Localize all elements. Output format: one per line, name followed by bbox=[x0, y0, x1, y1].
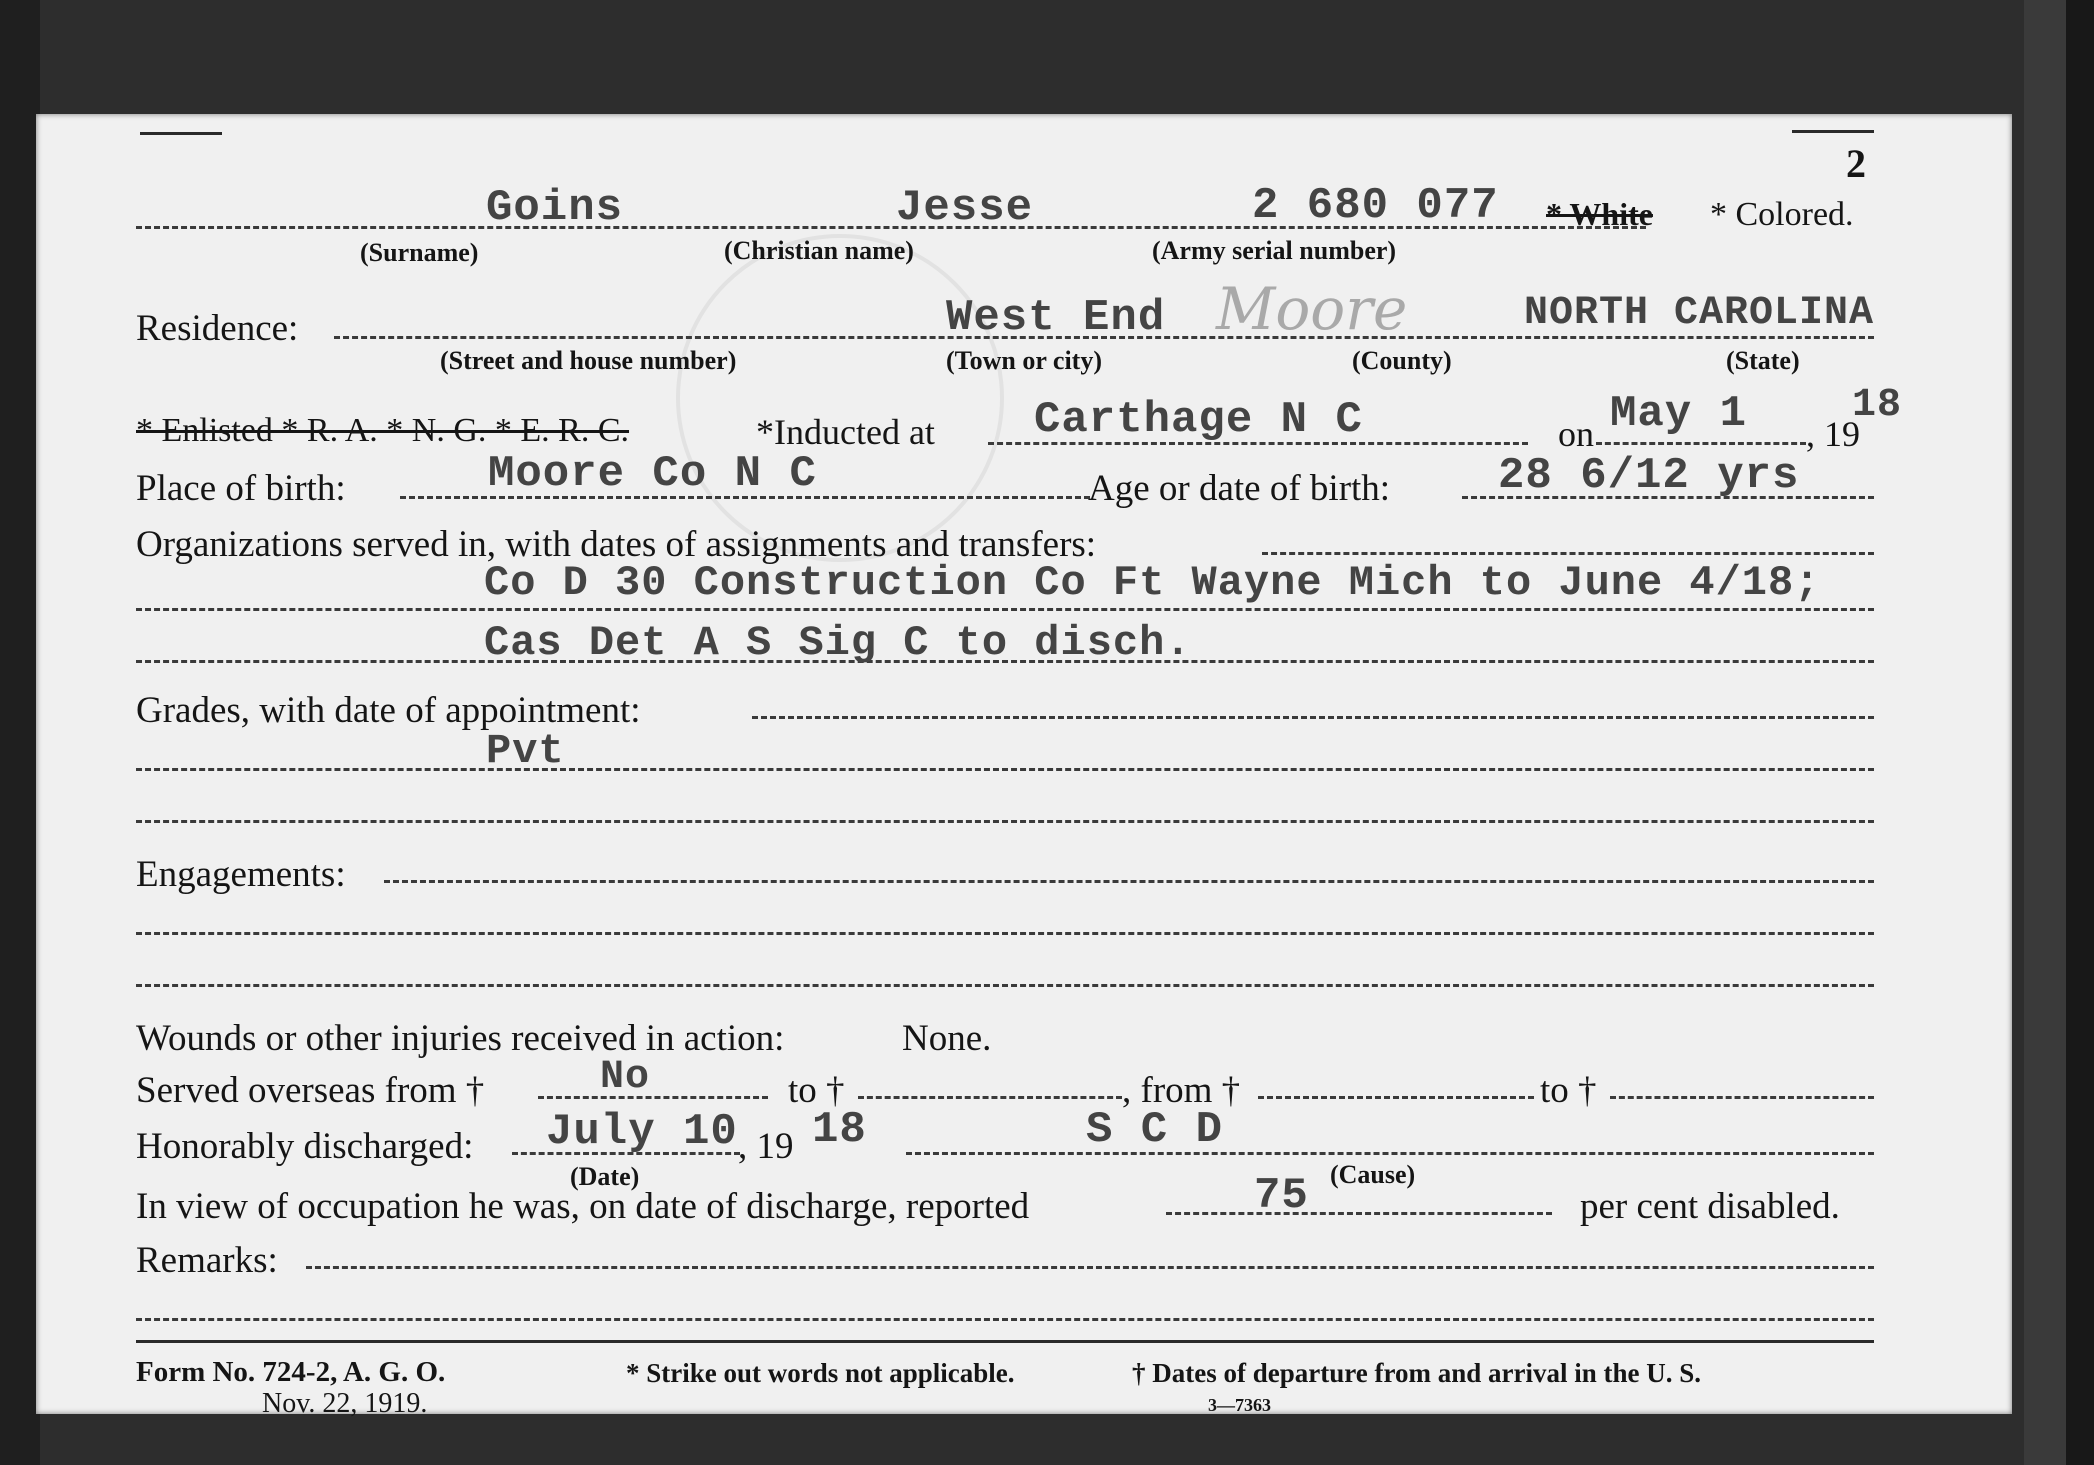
inducted-place-value: Carthage N C bbox=[1034, 395, 1363, 445]
surname-value: Goins bbox=[486, 183, 624, 233]
discharge-year-value: 18 bbox=[812, 1105, 867, 1155]
discharge-date-value: July 10 bbox=[546, 1107, 738, 1157]
remarks-label: Remarks: bbox=[136, 1240, 278, 1281]
dates-note: † Dates of departure from and arrival in the U. S. bbox=[1132, 1358, 1701, 1388]
print-code: 3—7363 bbox=[1208, 1395, 1271, 1415]
county-handwritten-value: Moore bbox=[1216, 275, 1408, 343]
engagements-line-0 bbox=[384, 880, 1874, 883]
overseas-label: Served overseas from † bbox=[136, 1070, 485, 1111]
state-value: NORTH CAROLINA bbox=[1524, 291, 1875, 336]
organization-entry-1: Co D 30 Construction Co Ft Wayne Mich to June 4/18; bbox=[484, 559, 1821, 607]
form-number: Form No. 724-2, A. G. O. bbox=[136, 1356, 446, 1388]
remarks-line-0 bbox=[306, 1266, 1874, 1269]
scan-backdrop-left bbox=[0, 0, 40, 1465]
serial-number-value: 2 680 077 bbox=[1252, 181, 1499, 231]
age-value: 28 6/12 yrs bbox=[1498, 451, 1800, 501]
form-date: Nov. 22, 1919. bbox=[262, 1388, 428, 1419]
place-of-birth-label: Place of birth: bbox=[136, 468, 346, 509]
overseas-from-line-2 bbox=[1258, 1096, 1534, 1099]
serial-caption: (Army serial number) bbox=[1152, 236, 1397, 265]
wounds-value: None. bbox=[902, 1018, 992, 1059]
town-caption: (Town or city) bbox=[946, 346, 1102, 375]
state-caption: (State) bbox=[1726, 346, 1800, 375]
remarks-line-1 bbox=[136, 1318, 1874, 1321]
top-right-rule bbox=[1792, 130, 1874, 133]
card-number: 2 bbox=[1846, 141, 1866, 186]
county-caption: (County) bbox=[1352, 346, 1452, 375]
grades-label: Grades, with date of appointment: bbox=[136, 690, 641, 731]
place-of-birth-value: Moore Co N C bbox=[488, 449, 817, 499]
town-value: West End bbox=[946, 293, 1166, 343]
disability-label: In view of occupation he was, on date of discharge, reported bbox=[136, 1186, 1030, 1227]
christian-caption: (Christian name) bbox=[724, 236, 914, 265]
induction-year-value: 18 bbox=[1852, 383, 1903, 428]
residence-label: Residence: bbox=[136, 308, 299, 349]
overseas-from-value: No bbox=[600, 1055, 651, 1100]
overseas-to-line-2 bbox=[1610, 1096, 1874, 1099]
organizations-label: Organizations served in, with dates of assignments and transfers: bbox=[136, 524, 1097, 565]
overseas-to-label-2: to † bbox=[1540, 1070, 1597, 1111]
christian-name-value: Jesse bbox=[896, 183, 1034, 233]
faint-stamp-circle bbox=[676, 234, 1004, 562]
overseas-to-line-1 bbox=[858, 1096, 1122, 1099]
induction-date-value: May 1 bbox=[1610, 389, 1748, 439]
strike-note: * Strike out words not applicable. bbox=[626, 1358, 1015, 1388]
footer-rule bbox=[136, 1340, 1874, 1343]
on-label: on bbox=[1558, 414, 1594, 454]
overseas-from-label-2: , from † bbox=[1122, 1070, 1241, 1111]
discharge-label: Honorably discharged: bbox=[136, 1126, 474, 1167]
discharge-date-caption: (Date) bbox=[570, 1162, 640, 1191]
organizations-line-0 bbox=[1262, 552, 1874, 555]
disability-percent-line bbox=[1166, 1212, 1552, 1215]
disability-percent-value: 75 bbox=[1254, 1171, 1309, 1221]
scan-backdrop-edge bbox=[2066, 0, 2094, 1465]
induction-date-line bbox=[1596, 442, 1806, 445]
discharge-cause-line bbox=[906, 1152, 1874, 1155]
wounds-label: Wounds or other injuries received in action: bbox=[136, 1018, 785, 1059]
engagements-label: Engagements: bbox=[136, 854, 346, 895]
street-caption: (Street and house number) bbox=[440, 346, 737, 375]
engagements-line-2 bbox=[136, 984, 1874, 987]
grades-line-2 bbox=[136, 820, 1874, 823]
organizations-line-1 bbox=[136, 608, 1874, 611]
discharge-cause-value: S C D bbox=[1086, 1105, 1224, 1155]
grade-value: Pvt bbox=[486, 727, 565, 775]
enlistment-options-struck: * Enlisted * R. A. * N. G. * E. R. C. bbox=[136, 412, 630, 449]
grades-line-1 bbox=[136, 768, 1874, 771]
discharge-year-prefix: , 19 bbox=[738, 1126, 794, 1167]
disability-suffix: per cent disabled. bbox=[1580, 1186, 1840, 1227]
surname-caption: (Surname) bbox=[360, 238, 479, 267]
service-record-card bbox=[36, 114, 2012, 1419]
age-label: Age or date of birth: bbox=[1088, 468, 1391, 509]
discharge-cause-caption: (Cause) bbox=[1330, 1160, 1416, 1189]
colored-option: * Colored. bbox=[1710, 196, 1854, 233]
induction-year-prefix: , 19 bbox=[1806, 414, 1860, 454]
inducted-at-label: *Inducted at bbox=[756, 412, 935, 452]
engagements-line-1 bbox=[136, 932, 1874, 935]
white-option: * White bbox=[1546, 196, 1653, 232]
overseas-to-label-1: to † bbox=[788, 1070, 845, 1111]
overseas-from-line bbox=[538, 1096, 768, 1099]
top-left-rule bbox=[140, 132, 222, 135]
grades-line-0 bbox=[752, 716, 1874, 719]
organization-entry-2: Cas Det A S Sig C to disch. bbox=[484, 619, 1192, 667]
